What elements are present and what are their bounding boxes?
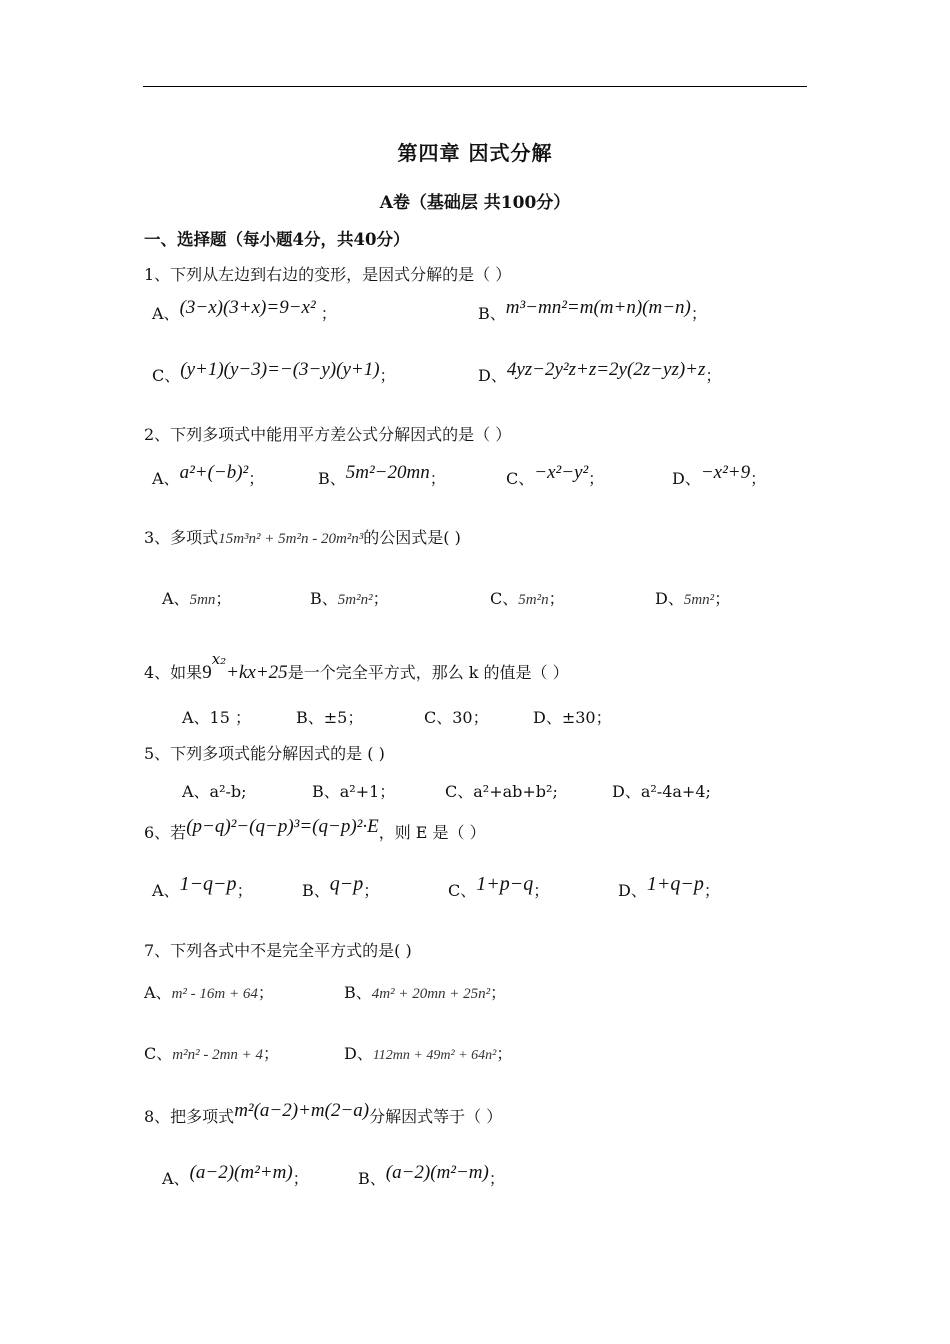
question-5-option-d: D、a²-4a+4; [612, 782, 711, 801]
question-1-stem: 1、下列从左边到右边的变形，是因式分解的是（ ） [144, 265, 512, 284]
question-6-option-a: A、1−q−p； [152, 873, 253, 900]
question-2-option-d: D、−x²+9； [672, 462, 767, 488]
page-subtitle: A卷（基础层 共100分） [379, 193, 571, 213]
question-8-option-b: B、(a−2)(m²−m)； [358, 1162, 505, 1188]
question-4-option-c: C、30； [424, 708, 489, 727]
question-4-stem: 4、如果9x₂+kx+25是一个完全平方式，那么 k 的值是（ ） [144, 650, 569, 683]
question-7-option-c: C、m²n² - 2mn + 4； [144, 1044, 280, 1063]
question-2-option-c: C、−x²−y²； [506, 462, 605, 488]
question-5-option-a: A、a²-b; [182, 782, 247, 801]
question-7-option-a: A、m² - 16m + 64； [144, 983, 274, 1002]
question-5-stem: 5、下列多项式能分解因式的是 ( ) [144, 744, 385, 763]
question-7-option-b: B、4m² + 20mn + 25n²； [344, 983, 507, 1002]
question-2-option-a: A、a²+(−b)²； [152, 462, 265, 488]
section-heading: 一、选择题（每小题4分，共40分） [144, 230, 410, 249]
question-8-stem: 8、把多项式m²(a−2)+m(2−a)分解因式等于（ ） [144, 1100, 503, 1126]
question-6-option-d: D、1+q−p； [618, 873, 720, 900]
question-4-option-d: D、±30； [533, 708, 612, 727]
question-1-option-b: B、m³−mn²=m(m+n)(m−n)； [478, 297, 707, 323]
question-7-option-d: D、112mn + 49m² + 64n²； [344, 1044, 513, 1063]
question-2-option-b: B、5m²−20mn； [318, 462, 446, 488]
question-1-option-c: C、(y+1)(y−3)=−(3−y)(y+1)； [152, 359, 396, 385]
question-3-option-d: D、5mn²； [655, 589, 731, 608]
question-3-stem: 3、多项式15m³n² + 5m²n - 20m²n³的公因式是( ) [144, 528, 461, 547]
question-1-option-a: A、(3−x)(3+x)=9−x² ； [152, 297, 337, 323]
question-7-stem: 7、下列各式中不是完全平方式的是( ) [144, 941, 412, 960]
question-8-option-a: A、(a−2)(m²+m)； [162, 1162, 309, 1188]
question-3-option-b: B、5m²n²； [310, 589, 389, 608]
question-1-option-d: D、4yz−2y²z+z=2y(2z−yz)+z； [478, 359, 722, 385]
question-3-option-a: A、5mn； [162, 589, 232, 608]
header-rule [143, 86, 807, 87]
question-3-option-c: C、5m²n； [490, 589, 565, 608]
question-6-stem: 6、若(p−q)²−(q−p)³=(q−p)²·E，则 E 是（ ） [144, 816, 486, 842]
question-6-option-b: B、q−p； [302, 873, 380, 900]
question-5-option-c: C、a²+ab+b²; [445, 782, 558, 801]
question-4-option-b: B、±5； [296, 708, 364, 727]
question-6-option-c: C、1+p−q； [448, 873, 550, 900]
page-title: 第四章 因式分解 [397, 141, 553, 165]
question-4-option-a: A、15 ； [182, 708, 252, 727]
question-5-option-b: B、a²+1； [312, 782, 396, 801]
question-2-stem: 2、下列多项式中能用平方差公式分解因式的是（ ） [144, 425, 512, 444]
